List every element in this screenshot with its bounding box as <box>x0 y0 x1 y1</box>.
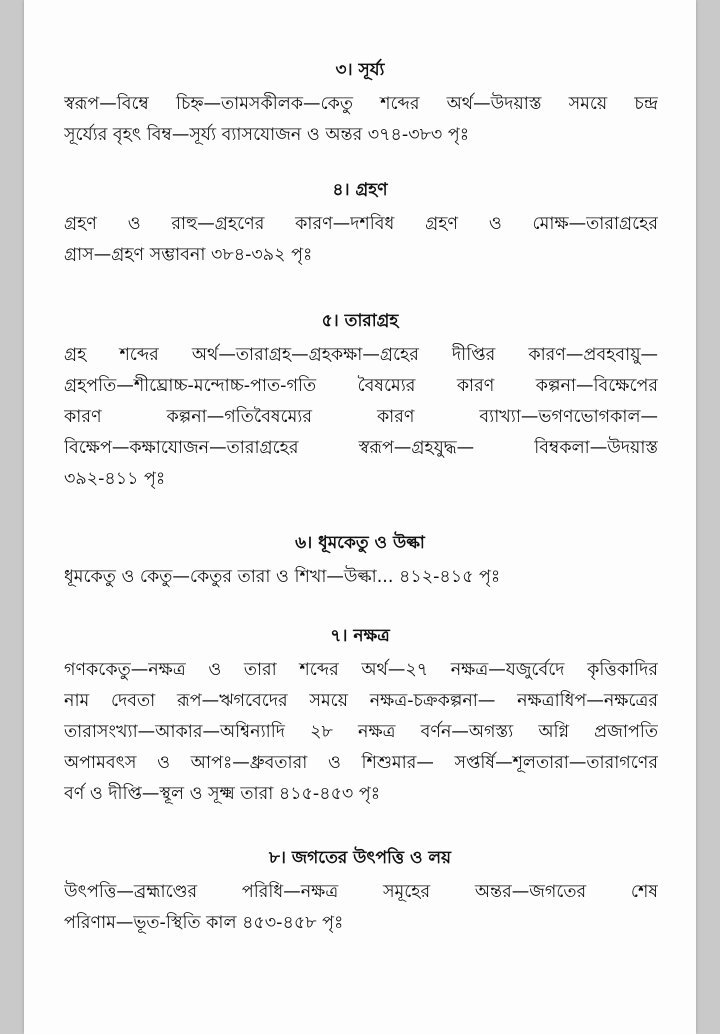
section-heading: ৩। সূর্য্য <box>335 60 385 80</box>
section-dhumketu <box>24 532 696 593</box>
book-page <box>24 0 696 1034</box>
section-heading: ৫। তারাগ্রহ <box>321 311 399 331</box>
section-line: অপামবৎস ও আপঃ—ধ্রুবতারা ও শিশুমার— সপ্তর্ষি—শূলতারা—তারাগণের <box>64 753 658 773</box>
section-nakshatra <box>24 625 696 810</box>
section-line: পরিণাম—ভূত-স্থিতি কাল ৪৫৩-৪৫৮ পৃঃ <box>64 913 344 933</box>
section-line: নাম দেবতা রূপ—ঋগবেদের সময়ে নক্ষত্র-চক্রকল্পনা— নক্ষত্রাধিপ—নক্ষত্রের <box>64 691 658 711</box>
section-line: গ্রহপতি—শীঘ্রোচ্চ-মন্দোচ্চ-পাত-গতি বৈষম্যের কারণ কল্পনা—বিক্ষেপের <box>64 376 658 396</box>
section-line: ধূমকেতু ও কেতু—কেতুর তারা ও শিখা—উল্কা... ৪১২-৪১৫ পৃঃ <box>64 567 501 587</box>
section-line: বর্ণ ও দীপ্তি—স্থূল ও সূক্ষ্ম তারা ৪১৫-৪৫৩ পৃঃ <box>64 784 381 804</box>
section-line: তারাসংখ্যা—আকার—অশ্বিন্যাদি ২৮ নক্ষত্র বর্ণন—অগস্ত্য অগ্নি প্রজাপতি <box>64 722 658 742</box>
section-surya <box>24 59 696 151</box>
section-line: গ্রাস—গ্রহণ সম্ভাবনা ৩৮৪-৩৯২ পৃঃ <box>64 245 313 265</box>
section-line: সূর্য্যের বৃহৎ বিম্ব—সূর্য্য ব্যাসযোজন ও অন্তর ৩৭৪-৩৮৩ পৃঃ <box>64 125 470 145</box>
section-line: ৩৯২-৪১১ পৃঃ <box>64 469 166 489</box>
section-heading: ৬। ধূমকেতু ও উল্কা <box>295 533 425 553</box>
section-line: গ্রহ শব্দের অর্থ—তারাগ্রহ—গ্রহকক্ষা—গ্রহের দীপ্তির কারণ—প্রবহবায়ু— <box>64 345 658 365</box>
section-line: কারণ কল্পনা—গতিবৈষম্যের কারণ ব্যাখ্যা—ভগণভোগকাল— <box>64 407 658 427</box>
section-heading: ৮। জগতের উৎপত্তি ও লয় <box>268 848 452 868</box>
section-grahan <box>24 179 696 271</box>
section-line: গ্রহণ ও রাহু—গ্রহণের কারণ—দশবিধ গ্রহণ ও মোক্ষ—তারাগ্রহের <box>64 214 658 234</box>
section-jagat <box>24 847 696 939</box>
section-heading: ৭। নক্ষত্র <box>330 626 390 646</box>
section-line: বিক্ষেপ—কক্ষাযোজন—তারাগ্রহের স্বরূপ—গ্রহযুদ্ধ— বিম্বকলা—উদয়াস্ত <box>64 438 658 458</box>
section-taragraha <box>24 310 696 495</box>
section-heading: ৪। গ্রহণ <box>332 180 388 200</box>
section-line: গণককেতু—নক্ষত্র ও তারা শব্দের অর্থ—২৭ নক্ষত্র—যজুর্বেদে কৃত্তিকাদির <box>64 660 658 680</box>
section-line: উৎপত্তি—ব্রহ্মাণ্ডের পরিধি—নক্ষত্র সমূহের অন্তর—জগতের শেষ <box>64 882 658 902</box>
section-line: স্বরূপ—বিম্বে চিহ্ন—তামসকীলক—কেতু শব্দের অর্থ—উদয়াস্ত সময়ে চন্দ্র <box>64 94 658 114</box>
